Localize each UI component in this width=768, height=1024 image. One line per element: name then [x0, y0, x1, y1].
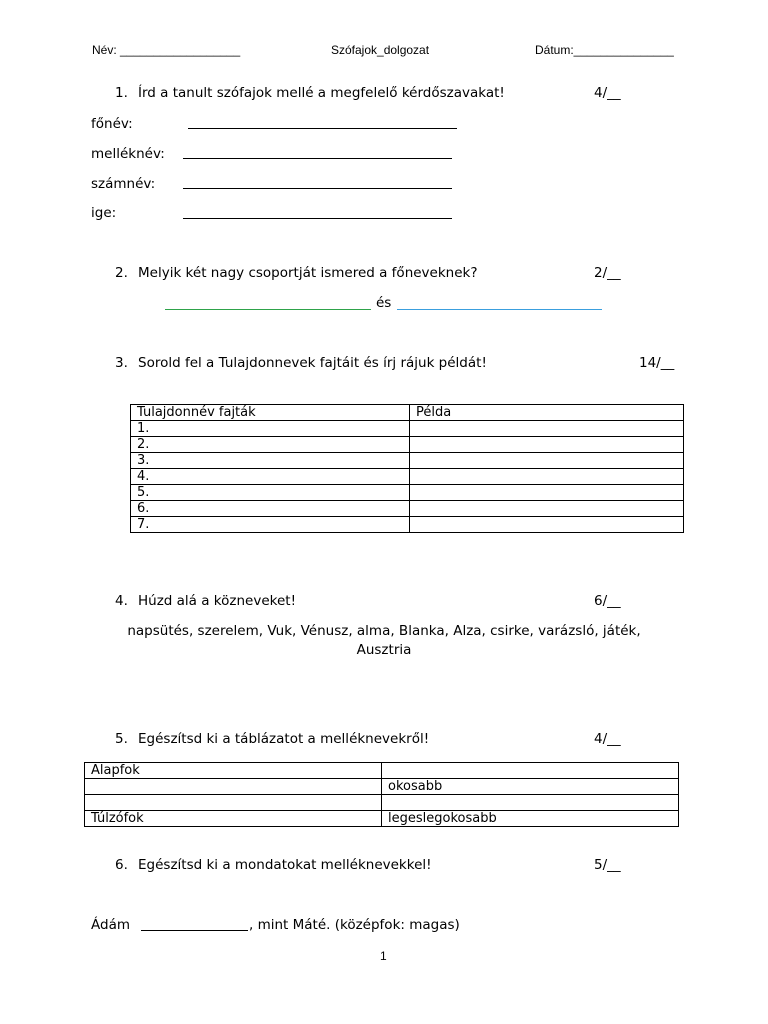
form-cell[interactable]: legeslegokosabb — [382, 811, 679, 827]
degree-cell[interactable] — [85, 779, 382, 795]
q2-connector: és — [376, 295, 392, 311]
q1-points: 4/__ — [594, 85, 621, 101]
q1-row-label: számnév: — [91, 176, 156, 192]
example-cell[interactable] — [410, 453, 684, 469]
table-header-cell: Tulajdonnév fajták — [131, 405, 410, 421]
example-cell[interactable] — [410, 469, 684, 485]
q1-row-label: melléknév: — [91, 146, 165, 162]
table-row — [85, 763, 679, 779]
table-row — [131, 469, 684, 485]
q2-answer-line-blue[interactable] — [397, 309, 602, 310]
q5-text: Egészítsd ki a táblázatot a melléknevekről! — [138, 731, 430, 747]
table-row — [85, 811, 679, 827]
proper-noun-table — [130, 404, 684, 533]
table-row — [85, 779, 679, 795]
q4-word-list[interactable]: napsütés, szerelem, Vuk, Vénusz, alma, Blanka, Alza, csirke, varázsló, játék, — [127, 623, 641, 639]
example-cell[interactable] — [410, 485, 684, 501]
form-cell[interactable] — [382, 763, 679, 779]
q1-answer-line[interactable] — [183, 158, 452, 159]
row-number-cell[interactable]: 1. — [131, 421, 410, 437]
q3-text: Sorold fel a Tulajdonnevek fajtáit és írj rájuk példát! — [138, 355, 487, 371]
form-cell[interactable] — [382, 795, 679, 811]
q5-number: 5. — [115, 731, 128, 747]
q6-answer-line[interactable] — [141, 930, 248, 931]
form-cell[interactable]: okosabb — [382, 779, 679, 795]
q1-answer-line[interactable] — [188, 128, 457, 129]
table-row — [131, 437, 684, 453]
q6-points: 5/__ — [594, 857, 621, 873]
q6-text: Egészítsd ki a mondatokat melléknevekkel! — [138, 857, 432, 873]
row-number-cell[interactable]: 2. — [131, 437, 410, 453]
q1-answer-line[interactable] — [183, 218, 452, 219]
example-cell[interactable] — [410, 501, 684, 517]
degree-cell[interactable]: Alapfok — [85, 763, 382, 779]
degree-cell[interactable]: Túlzófok — [85, 811, 382, 827]
document-title: Szófajok_dolgozat — [331, 43, 430, 57]
row-number-cell[interactable]: 7. — [131, 517, 410, 533]
q4-word-list-cont[interactable]: Ausztria — [356, 642, 412, 658]
date-field-label: Dátum:_______________ — [535, 43, 674, 57]
table-header-row — [131, 405, 684, 421]
table-row — [131, 421, 684, 437]
example-cell[interactable] — [410, 437, 684, 453]
q4-points: 6/__ — [594, 593, 621, 609]
table-row — [131, 517, 684, 533]
q5-points: 4/__ — [594, 731, 621, 747]
table-row — [131, 485, 684, 501]
q1-answer-line[interactable] — [183, 188, 452, 189]
degree-cell[interactable] — [85, 795, 382, 811]
q1-text: Írd a tanult szófajok mellé a megfelelő kérdőszavakat! — [138, 85, 505, 101]
row-number-cell[interactable]: 5. — [131, 485, 410, 501]
row-number-cell[interactable]: 4. — [131, 469, 410, 485]
table-row — [85, 795, 679, 811]
q2-text: Melyik két nagy csoportját ismered a főneveknek? — [138, 265, 478, 281]
q6-number: 6. — [115, 857, 128, 873]
table-row — [131, 453, 684, 469]
q4-number: 4. — [115, 593, 128, 609]
adjective-degree-table — [84, 762, 679, 827]
q1-row-label: főnév: — [91, 116, 133, 132]
q3-number: 3. — [115, 355, 128, 371]
q1-number: 1. — [115, 85, 128, 101]
q3-points: 14/__ — [639, 355, 675, 371]
table-header-cell: Példa — [410, 405, 684, 421]
name-field-label: Név: __________________ — [92, 43, 241, 57]
example-cell[interactable] — [410, 517, 684, 533]
table-row — [131, 501, 684, 517]
q2-number: 2. — [115, 265, 128, 281]
row-number-cell[interactable]: 6. — [131, 501, 410, 517]
q6-sentence-end: , mint Máté. (középfok: magas) — [249, 917, 460, 933]
q2-answer-line-green[interactable] — [165, 309, 371, 310]
q6-sentence-start: Ádám — [91, 917, 130, 933]
q4-text: Húzd alá a közneveket! — [138, 593, 296, 609]
q2-points: 2/__ — [594, 265, 621, 281]
q1-row-label: ige: — [91, 205, 117, 221]
row-number-cell[interactable]: 3. — [131, 453, 410, 469]
example-cell[interactable] — [410, 421, 684, 437]
page-number: 1 — [380, 949, 387, 963]
